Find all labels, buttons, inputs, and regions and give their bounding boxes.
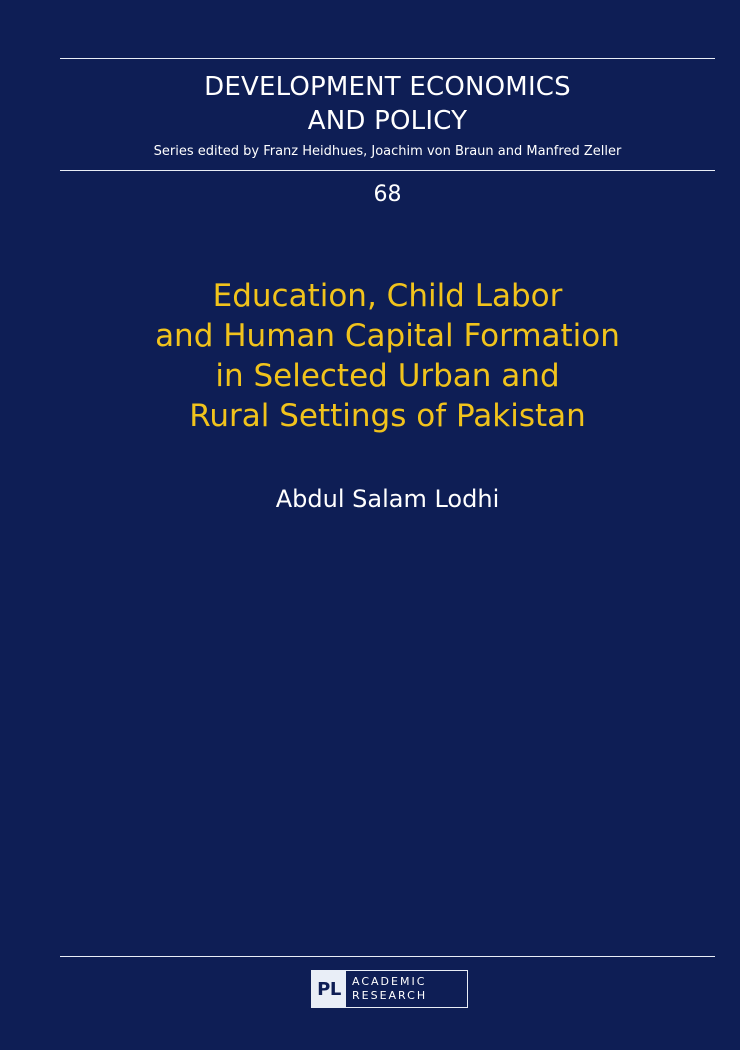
series-title-line-1: DEVELOPMENT ECONOMICS (204, 72, 571, 102)
top-divider (60, 58, 715, 59)
bottom-divider (60, 956, 715, 957)
book-title-line-2: and Human Capital Formation (155, 318, 620, 354)
series-editors: Series edited by Franz Heidhues, Joachim von Braun and Manfred Zeller (153, 144, 622, 159)
publisher-logo-line-2: RESEARCH (352, 989, 428, 1002)
book-title-line-3: in Selected Urban and (215, 358, 560, 394)
publisher-logo-mark: PL (312, 971, 346, 1007)
book-title (60, 276, 715, 436)
author-name: Abdul Salam Lodhi (275, 485, 500, 513)
series-title-line-2: AND POLICY (307, 106, 468, 136)
publisher-logo-line-1: ACADEMIC (352, 975, 427, 988)
book-title-line-4: Rural Settings of Pakistan (189, 398, 586, 434)
publisher-logo (311, 970, 468, 1008)
middle-divider (60, 170, 715, 171)
book-title-line-1: Education, Child Labor (212, 278, 563, 314)
publisher-logo-text (346, 971, 467, 1007)
volume-number: 68 (373, 182, 402, 207)
series-title (60, 70, 715, 138)
